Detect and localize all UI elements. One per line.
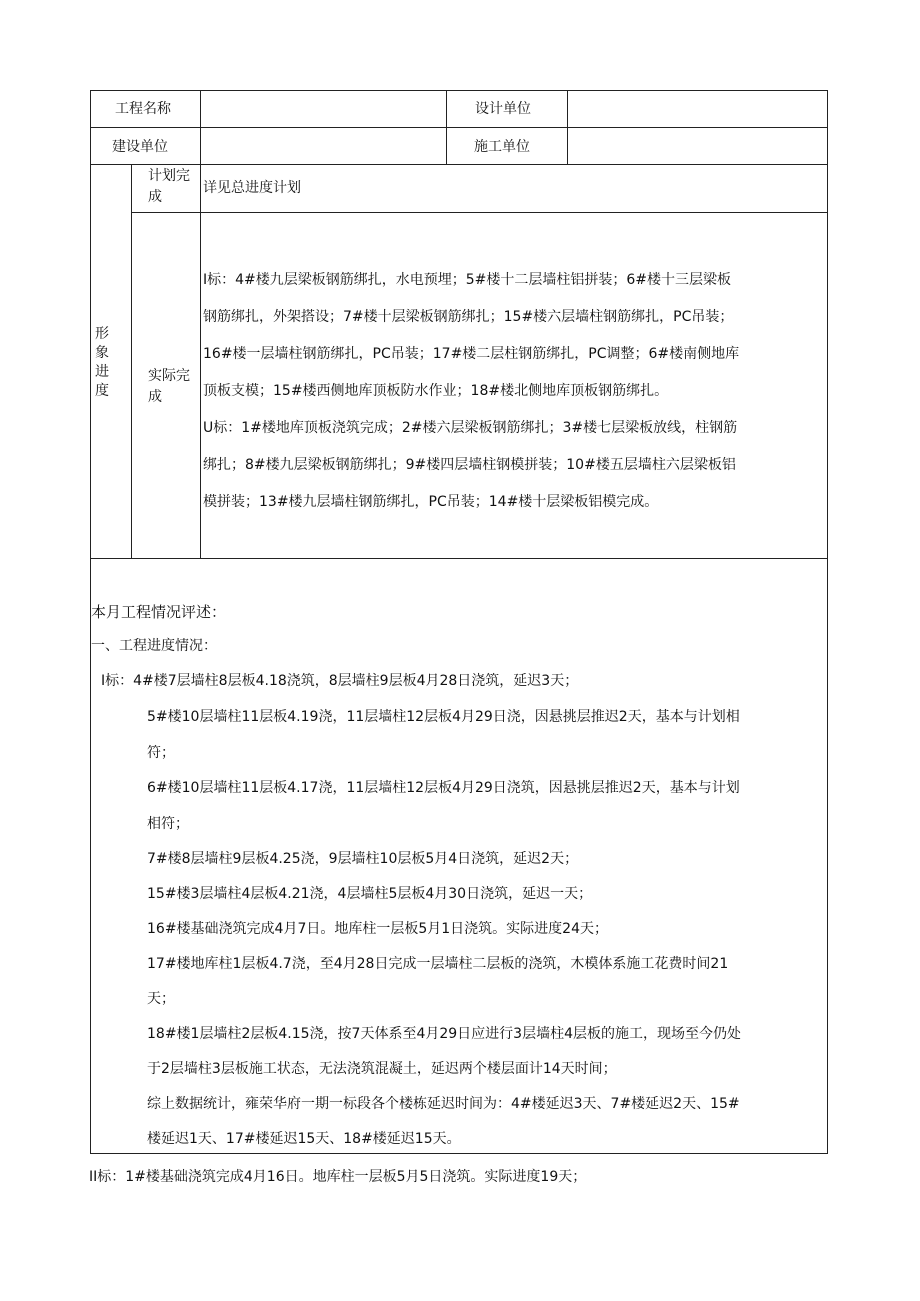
review-line: 6#楼10层墙柱11层板4.17浇，11层墙柱12层板4月29日浇筑，因悬挑层推迟2天，基本与计划 (147, 780, 740, 796)
design-unit-label: 设计单位 (475, 101, 531, 117)
progress-section-char: 形 (95, 326, 109, 342)
col-divider-section (131, 164, 132, 558)
actual-line: U标：1#楼地库顶板浇筑完成；2#楼六层梁板钢筋绑扎；3#楼七层梁板放线，柱钢筋 (203, 420, 738, 436)
row-divider-3 (90, 558, 828, 559)
review-title: 本月工程情况评述： (91, 603, 227, 621)
actual-line: 绑扎；8#楼九层梁板钢筋绑扎；9#楼四层墙柱钢模拼装；10#楼五层墙柱六层梁板铝 (203, 457, 736, 473)
progress-section-char: 象 (95, 345, 109, 361)
col-divider-sublabel (200, 164, 201, 558)
review-line: 楼延迟1天、17#楼延迟15天、18#楼延迟15天。 (147, 1131, 461, 1147)
build-unit-label: 建设单位 (112, 139, 168, 155)
col-divider-header-3 (567, 90, 568, 164)
review-line: 16#楼基础浇筑完成4月7日。地库柱一层板5月1日浇筑。实际进度24天； (147, 921, 608, 937)
review-footer-line: II标：1#楼基础浇筑完成4月16日。地库柱一层板5月5日浇筑。实际进度19天； (89, 1169, 587, 1185)
col-divider-header-1 (200, 90, 201, 164)
review-subtitle: 一、工程进度情况： (91, 638, 217, 654)
actual-line: 钢筋绑扎，外架搭设；7#楼十层梁板钢筋绑扎；15#楼六层墙柱钢筋绑扎，PC吊装； (203, 309, 734, 325)
review-line: 符； (147, 745, 175, 761)
actual-line: 顶板支模；15#楼西侧地库顶板防水作业；18#楼北侧地库顶板钢筋绑扎。 (203, 383, 669, 399)
project-name-label: 工程名称 (115, 101, 171, 117)
review-line: 17#楼地库柱1层板4.7浇，至4月28日完成一层墙柱二层板的浇筑，木模体系施工花费时间21 (147, 956, 729, 972)
actual-line: 模拼装；13#楼九层墙柱钢筋绑扎，PC吊装；14#楼十层梁板铝模完成。 (203, 494, 659, 510)
review-line: 15#楼3层墙柱4层板4.21浇，4层墙柱5层板4月30日浇筑，延迟一天； (147, 886, 593, 902)
plan-label-line-2: 成 (148, 189, 162, 205)
plan-label-line-1: 计划完 (148, 168, 190, 184)
col-divider-header-2 (446, 90, 447, 164)
review-line: I标：4#楼7层墙柱8层板4.18浇筑，8层墙柱9层板4月28日浇筑，延迟3天； (101, 673, 579, 689)
progress-section-label (94, 325, 110, 401)
row-divider-plan (131, 212, 828, 213)
actual-line: 16#楼一层墙柱钢筋绑扎，PC吊装；17#楼二层柱钢筋绑扎，PC调整；6#楼南侧地库 (203, 346, 740, 362)
actual-label-line-2: 成 (148, 389, 162, 405)
review-line: 相符； (147, 816, 189, 832)
actual-line: I标：4#楼九层梁板钢筋绑扎，水电预埋；5#楼十二层墙柱铝拼装；6#楼十三层梁板 (203, 272, 732, 288)
actual-label-line-1: 实际完 (148, 368, 190, 384)
progress-section-char: 进 (95, 364, 109, 380)
review-line: 18#楼1层墙柱2层板4.15浇，按7天体系至4月29日应进行3层墙柱4层板的施工，现场至今仍处 (147, 1026, 741, 1042)
review-line: 综上数据统计，雍荣华府一期一标段各个楼栋延迟时间为：4#楼延迟3天、7#楼延迟2天、15# (147, 1096, 740, 1112)
plan-value: 详见总进度计划 (203, 180, 301, 196)
review-line: 7#楼8层墙柱9层板4.25浇，9层墙柱10层板5月4日浇筑，延迟2天； (147, 851, 579, 867)
construct-unit-label: 施工单位 (474, 139, 530, 155)
review-line: 天； (147, 991, 175, 1007)
review-line: 于2层墙柱3层板施工状态，无法浇筑混凝土，延迟两个楼层面计14天时间； (147, 1061, 617, 1077)
review-line: 5#楼10层墙柱11层板4.19浇，11层墙柱12层板4月29日浇，因悬挑层推迟2天，基本与计划相 (147, 709, 740, 725)
progress-section-char: 度 (95, 383, 109, 399)
